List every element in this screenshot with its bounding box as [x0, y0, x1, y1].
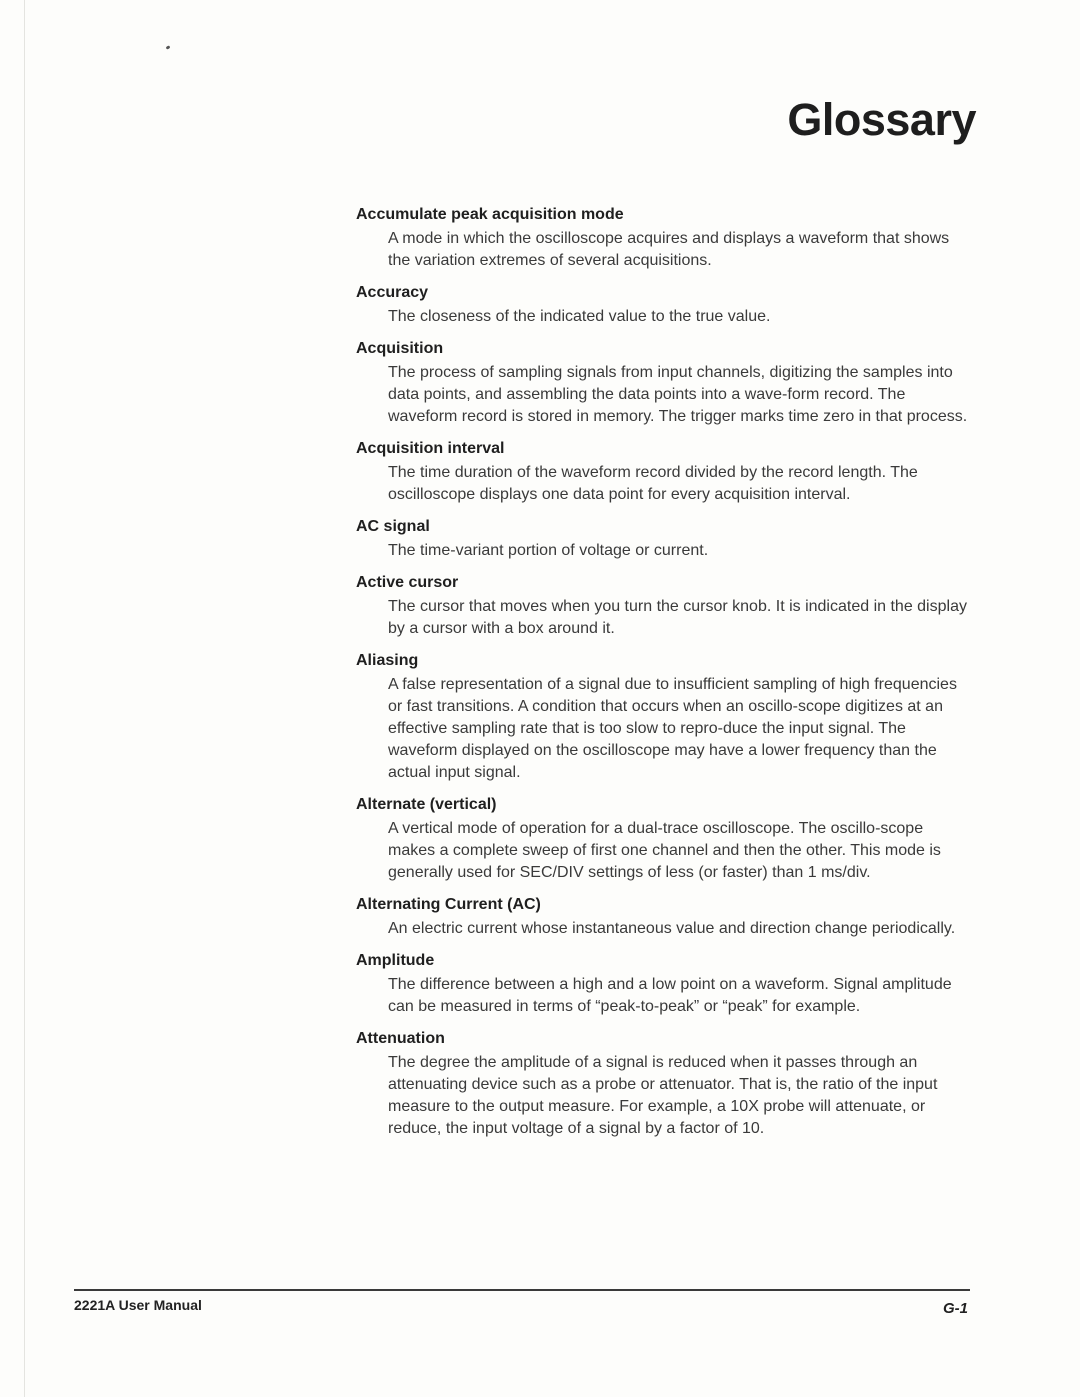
glossary-entry	[356, 516, 974, 562]
glossary-definition: A false representation of a signal due to insufficient sampling of high frequencies or fast transitions. A condition that occurs when an oscillo-scope digitizes at an effective sampling rate that is too slow to repro-duce the input signal. The waveform displayed on the oscilloscope may have a lower frequency than the actual input signal.	[388, 676, 957, 781]
glossary-term: Accuracy	[356, 284, 429, 301]
glossary-entry	[356, 650, 974, 784]
page-title: Glossary	[787, 94, 976, 145]
glossary-term: Attenuation	[356, 1030, 445, 1047]
glossary-entry	[356, 1028, 974, 1140]
glossary-definition: The degree the amplitude of a signal is reduced when it passes through an attenuating device such as a probe or attenuator. That is, the ratio of the input measure to the output measure. For example, a 10X probe will attenuate, or reduce, the input voltage of a signal by a factor of 10.	[388, 1054, 938, 1137]
footer-rule	[74, 1289, 970, 1291]
glossary-definition: The time duration of the waveform record divided by the record length. The oscilloscope displays one data point for every acquisition interval.	[388, 464, 918, 503]
glossary-entry	[356, 438, 974, 506]
manual-title: 2221A User Manual	[74, 1297, 202, 1313]
glossary-definition: The process of sampling signals from input channels, digitizing the samples into data points, and assembling the data points into a wave-form record. The waveform record is stored in memory. The trigger marks time zero in that process.	[388, 364, 968, 425]
glossary-definition: An electric current whose instantaneous value and direction change periodically.	[388, 920, 956, 937]
glossary-entry	[356, 572, 974, 640]
glossary-term: Accumulate peak acquisition mode	[356, 206, 624, 223]
glossary-entry	[356, 950, 974, 1018]
glossary-definition: The difference between a high and a low point on a waveform. Signal amplitude can be measured in terms of “peak-to-peak” or “peak” for example.	[388, 976, 952, 1015]
glossary-definition: The cursor that moves when you turn the cursor knob. It is indicated in the display by a cursor with a box around it.	[388, 598, 967, 637]
glossary-term: Alternating Current (AC)	[356, 896, 541, 913]
glossary-entry	[356, 894, 974, 940]
glossary-entry	[356, 794, 974, 884]
glossary-term: Amplitude	[356, 952, 435, 969]
glossary-term: Acquisition	[356, 340, 444, 357]
page-number: G-1	[942, 1300, 968, 1317]
glossary-term: Acquisition interval	[356, 440, 505, 457]
glossary-definition: The time-variant portion of voltage or current.	[388, 542, 709, 559]
binding-edge	[24, 0, 25, 1397]
glossary-entry	[356, 204, 974, 272]
glossary-term: Alternate (vertical)	[356, 796, 497, 813]
glossary-entry	[356, 338, 974, 428]
glossary-term: AC signal	[356, 518, 430, 535]
glossary-definition: A mode in which the oscilloscope acquires and displays a waveform that shows the variation extremes of several acquisitions.	[388, 230, 950, 269]
glossary-term: Active cursor	[356, 574, 459, 591]
glossary-definition: The closeness of the indicated value to the true value.	[388, 308, 771, 325]
glossary-list	[356, 204, 974, 1150]
glossary-entry	[356, 282, 974, 328]
glossary-definition: A vertical mode of operation for a dual-trace oscilloscope. The oscillo-scope makes a complete sweep of first one channel and then the other. This mode is generally used for SEC/DIV settings of less (or faster) than 1 ms/div.	[388, 820, 941, 881]
glossary-term: Aliasing	[356, 652, 419, 669]
scan-speck	[166, 45, 171, 50]
